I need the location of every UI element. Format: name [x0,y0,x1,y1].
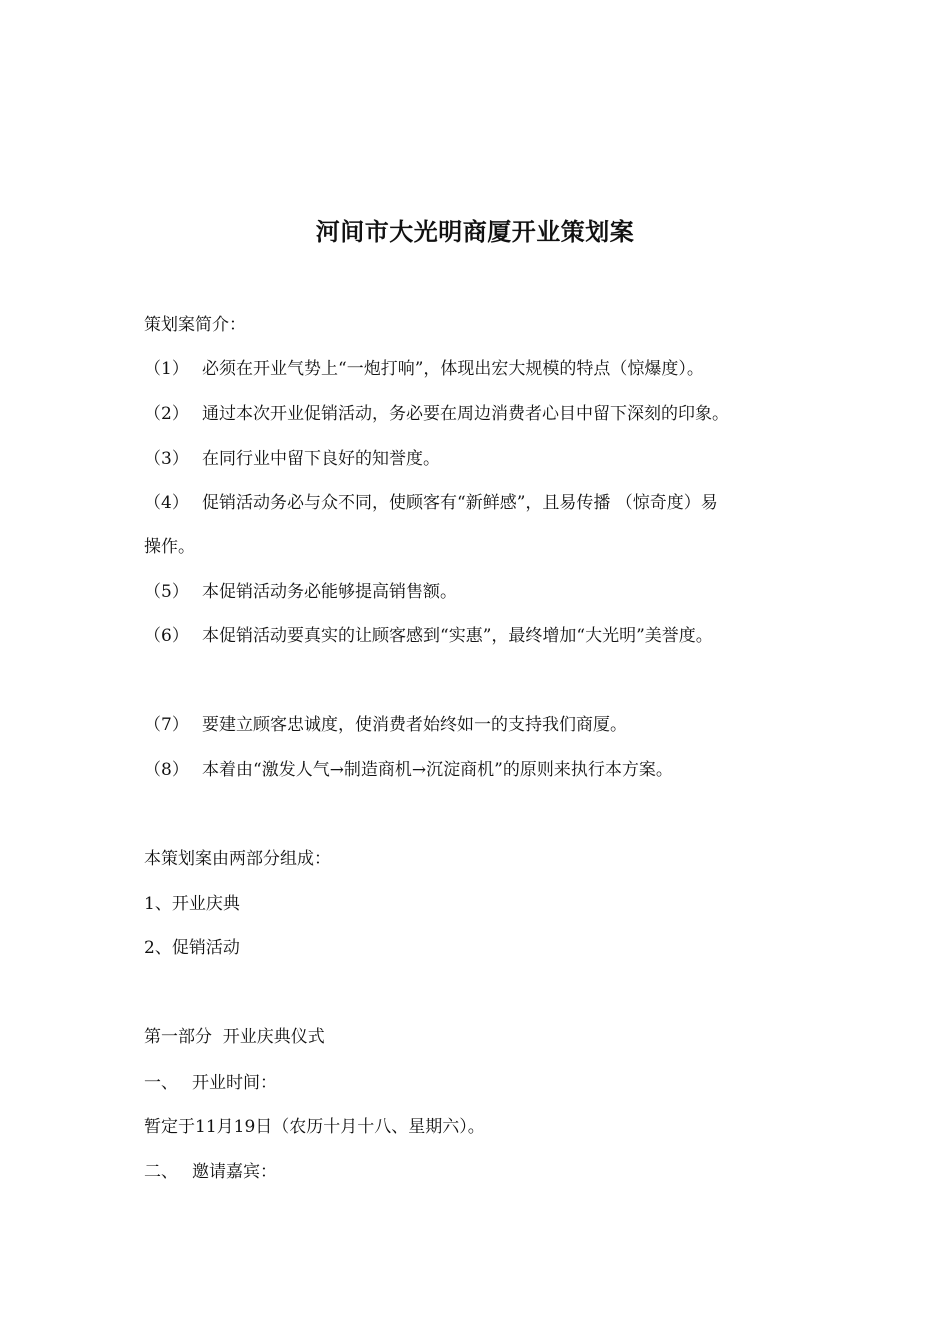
part-one-heading: 第一部分 开业庆典仪式 [144,1027,325,1047]
list-item-text: 本促销活动要真实的让顾客感到“实惠”，最终增加“大光明”美誉度。 [202,626,713,646]
list-item-text: 促销活动务必与众不同，使顾客有“新鲜感”，且易传播 （惊奇度）易 [202,493,718,513]
list-item [144,402,729,426]
list-item-text: 本促销活动务必能够提高销售额。 [202,582,457,602]
list-item [144,580,457,604]
list-item [144,624,713,648]
section-text: 开业时间： [192,1073,277,1093]
section-heading [144,1160,277,1184]
list-item-text: 通过本次开业促销活动，务必要在周边消费者心目中留下深刻的印象。 [202,404,729,424]
intro-heading: 策划案简介： [144,315,246,335]
list-item-text: 必须在开业气势上“一炮打响”，体现出宏大规模的特点（惊爆度）。 [202,359,704,379]
list-item-text: 要建立顾客忠诚度，使消费者始终如一的支持我们商厦。 [202,715,627,735]
list-item-continuation: 操作。 [144,537,195,557]
date-text: 暂定于11月19日（农历十月十八、星期六）。 [144,1117,485,1137]
list-item [144,758,673,782]
list-item-number: （3） [144,449,189,469]
list-item-number: （6） [144,626,189,646]
list-item-number: （8） [144,760,189,780]
part-item: 2、促销活动 [144,938,240,958]
list-item-text: 本着由“激发人气→制造商机→沉淀商机”的原则来执行本方案。 [202,760,673,780]
list-item-number: （2） [144,404,189,424]
list-item [144,713,627,737]
part-item: 1、开业庆典 [144,894,240,914]
section-heading [144,1071,277,1095]
section-number: 一、 [144,1073,178,1093]
list-item-number: （5） [144,582,189,602]
list-item-number: （7） [144,715,189,735]
section-number: 二、 [144,1162,178,1182]
section-text: 邀请嘉宾： [192,1162,277,1182]
list-item [144,357,704,381]
list-item-number: （4） [144,493,189,513]
list-item-text: 在同行业中留下良好的知誉度。 [202,449,440,469]
list-item-number: （1） [144,359,189,379]
list-item [144,447,440,471]
document-title: 河间市大光明商厦开业策划案 [315,217,635,246]
composition-heading: 本策划案由两部分组成： [144,849,331,869]
list-item [144,491,718,515]
